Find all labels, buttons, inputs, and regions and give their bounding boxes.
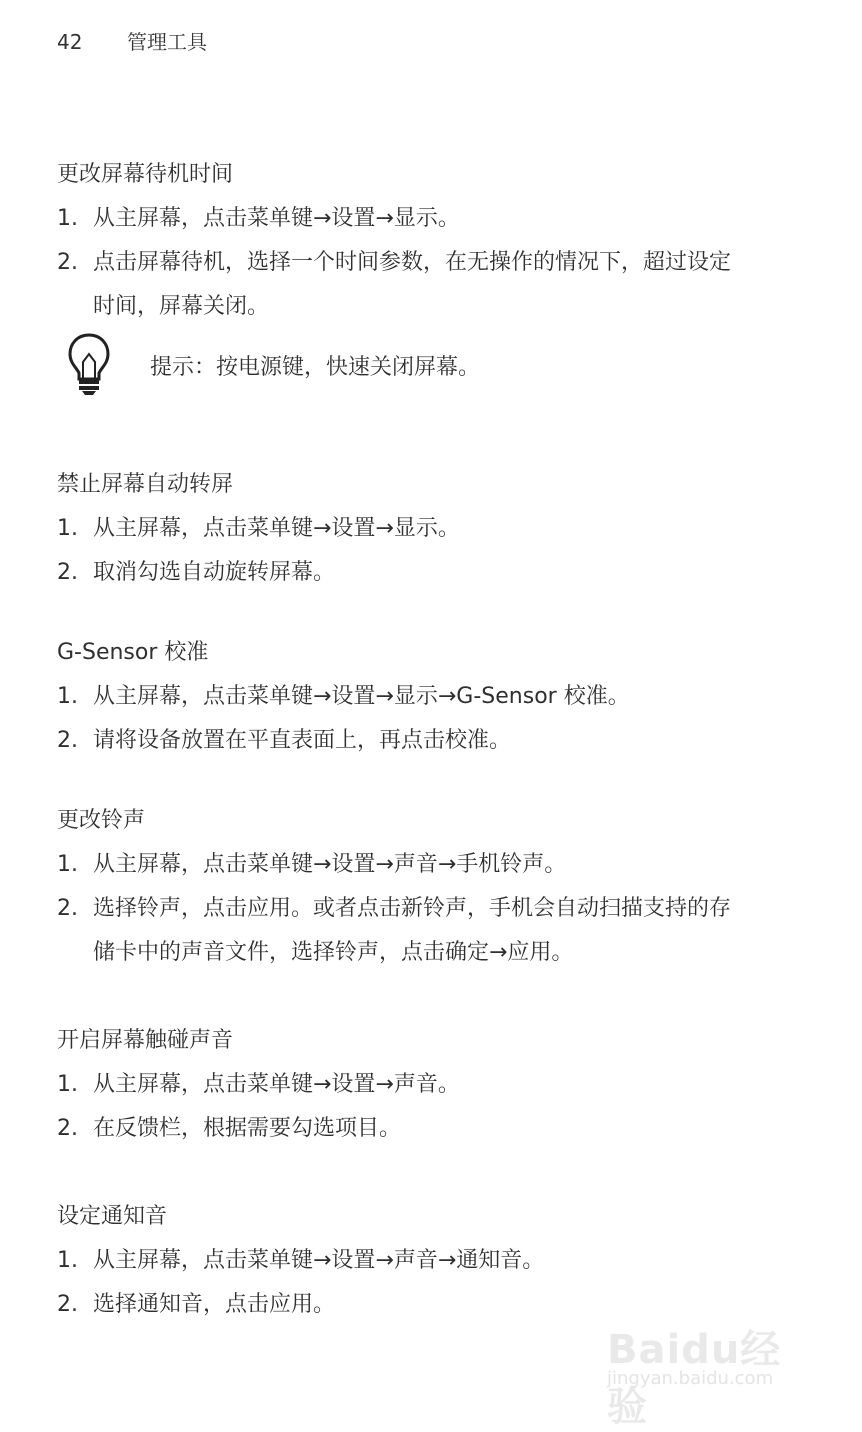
lightbulb-icon (66, 332, 112, 396)
step-item (57, 679, 630, 710)
step-number: 2. (57, 1292, 78, 1317)
step-item (57, 891, 731, 922)
step-text: 从主屏幕，点击菜单键→设置→声音→通知音。 (93, 1248, 545, 1273)
step-item (57, 245, 731, 276)
step-number: 2. (57, 560, 78, 585)
step-number: 2. (57, 728, 78, 753)
watermark-logo: Baidu经验 (607, 1327, 782, 1430)
step-text: 请将设备放置在平直表面上，再点击校准。 (93, 728, 512, 753)
section-title: 更改屏幕待机时间 (57, 162, 234, 187)
step-continuation: 储卡中的声音文件，选择铃声，点击确定→应用。 (93, 940, 574, 965)
step-text: 从主屏幕，点击菜单键→设置→声音。 (93, 1072, 460, 1097)
section-title: 设定通知音 (57, 1204, 168, 1229)
hint-text: 提示：按电源键，快速关闭屏幕。 (150, 355, 481, 380)
baidu-watermark (607, 1298, 807, 1430)
step-item (57, 847, 566, 878)
step-number: 2. (57, 1116, 78, 1141)
step-number: 1. (57, 852, 78, 877)
step-item (57, 723, 511, 754)
step-item (57, 1287, 335, 1318)
section-title: 更改铃声 (57, 808, 146, 833)
section-title: 禁止屏幕自动转屏 (57, 472, 234, 497)
step-item (57, 201, 460, 232)
step-text: 从主屏幕，点击菜单键→设置→显示。 (93, 206, 460, 231)
step-number: 1. (57, 516, 78, 541)
step-item (57, 1111, 401, 1142)
step-text: 点击屏幕待机，选择一个时间参数，在无操作的情况下，超过设定 (93, 250, 732, 275)
step-number: 2. (57, 250, 78, 275)
page-header (57, 26, 207, 55)
section-title: 开启屏幕触碰声音 (57, 1028, 234, 1053)
step-text: 从主屏幕，点击菜单键→设置→显示。 (93, 516, 460, 541)
step-item (57, 511, 460, 542)
step-number: 1. (57, 206, 78, 231)
step-number: 2. (57, 896, 78, 921)
step-text: 在反馈栏，根据需要勾选项目。 (93, 1116, 402, 1141)
step-text: 取消勾选自动旋转屏幕。 (93, 560, 336, 585)
step-item (57, 1067, 460, 1098)
section-title: G-Sensor 校准 (57, 640, 209, 665)
watermark-url: jingyan.baidu.com (607, 1368, 774, 1389)
step-text: 从主屏幕，点击菜单键→设置→声音→手机铃声。 (93, 852, 567, 877)
step-continuation: 时间，屏幕关闭。 (93, 294, 270, 319)
step-text: 选择铃声，点击应用。或者点击新铃声，手机会自动扫描支持的存 (93, 896, 732, 921)
step-number: 1. (57, 684, 78, 709)
step-number: 1. (57, 1072, 78, 1097)
page-number: 42 (57, 30, 83, 54)
step-number: 1. (57, 1248, 78, 1273)
step-item (57, 555, 335, 586)
chapter-title: 管理工具 (127, 30, 207, 54)
step-text: 从主屏幕，点击菜单键→设置→显示→G-Sensor 校准。 (93, 684, 630, 709)
step-item (57, 1243, 544, 1274)
step-text: 选择通知音，点击应用。 (93, 1292, 336, 1317)
